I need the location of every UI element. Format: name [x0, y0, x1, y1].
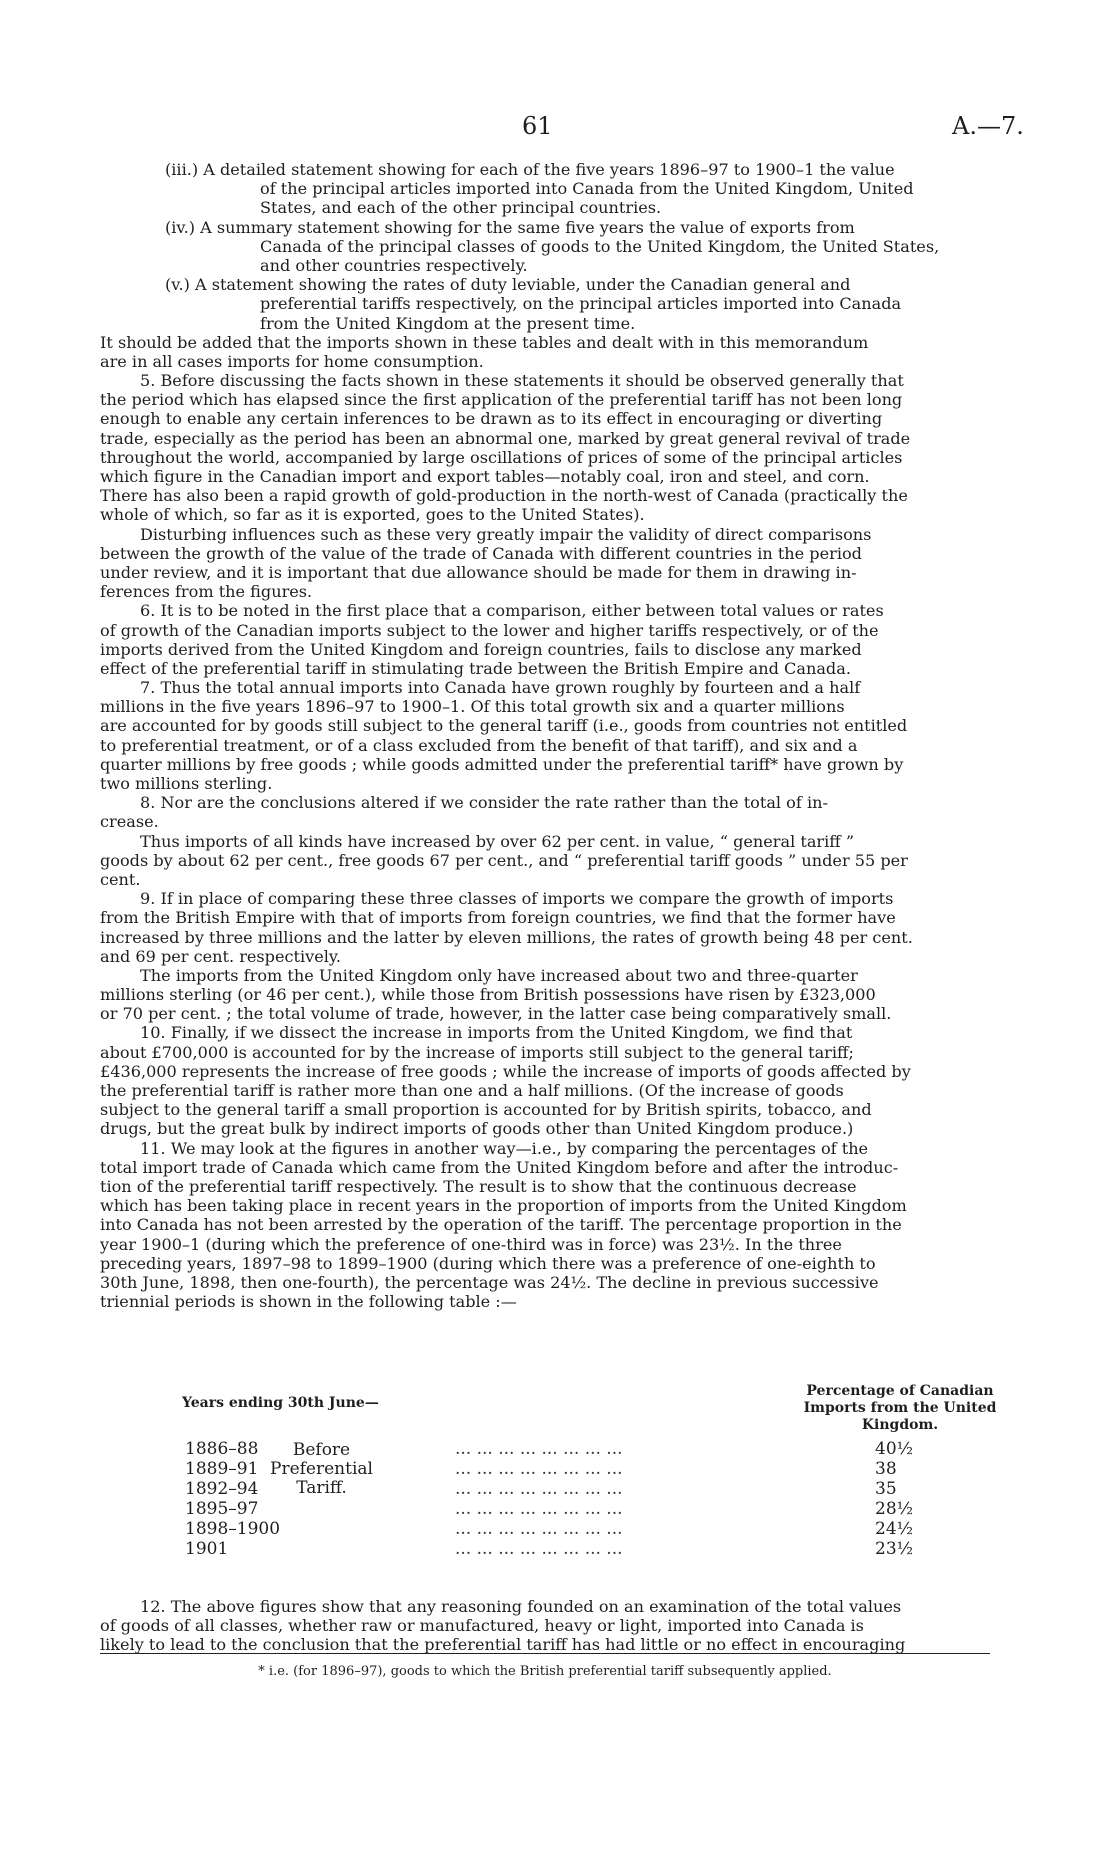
- dot-leader: ... ... ... ... ... ... ... ...: [455, 1439, 623, 1459]
- table-header-years: Years ending 30th June—: [182, 1395, 379, 1411]
- text-line: [100, 640, 990, 659]
- text-line-content: ferences from the figures.: [100, 582, 313, 602]
- text-line-content: 5. Before discussing the facts shown in these statements it should be observed generally that: [140, 371, 904, 391]
- text-line-content: (v.) A statement showing the rates of duty leviable, under the Canadian general and: [165, 275, 851, 295]
- text-line-content: tion of the preferential tariff respectively. The result is to show that the continuous decrease: [100, 1176, 857, 1196]
- text-line-content: 30th June, 1898, then one-fourth), the percentage was 24½. The decline in previous successive: [100, 1272, 879, 1292]
- table-cell-year: 1901: [185, 1539, 229, 1559]
- text-line-content: likely to lead to the conclusion that the preferential tariff has had little or no effect in encouraging: [100, 1635, 906, 1655]
- text-line-content: 7. Thus the total annual imports into Canada have grown roughly by fourteen and a half: [140, 678, 861, 698]
- text-line-content: and 69 per cent. respectively.: [100, 946, 341, 966]
- text-line: [100, 429, 990, 448]
- table-cell-percentage: 23½: [875, 1539, 914, 1559]
- text-line: [100, 1023, 990, 1042]
- text-line: [100, 563, 990, 582]
- dot-leader: ... ... ... ... ... ... ... ...: [455, 1539, 623, 1559]
- table-cell-year: 1889–91: [185, 1459, 259, 1479]
- brace-label-line: Preferential: [270, 1459, 373, 1479]
- table-cell-year: 1898–1900: [185, 1519, 281, 1539]
- text-line: [100, 985, 990, 1004]
- text-line: [100, 697, 990, 716]
- brace-label: [270, 1441, 373, 1498]
- text-line: [100, 371, 990, 390]
- text-line: [100, 1100, 990, 1119]
- text-line-content: of goods of all classes, whether raw or manufactured, heavy or light, imported into Canada is: [100, 1616, 864, 1636]
- table-header-percentage: Percentage of Canadian Imports from the United Kingdom.: [803, 1383, 997, 1433]
- text-line: [100, 716, 990, 735]
- table-row: [185, 1519, 995, 1539]
- text-line-content: from the British Empire with that of imports from foreign countries, we find that the former have: [100, 908, 896, 928]
- footnote: * i.e. (for 1896–97), goods to which the British preferential tariff subsequently applied.: [258, 1664, 832, 1679]
- text-line: [100, 1158, 990, 1177]
- text-line-content: 6. It is to be noted in the first place that a comparison, either between total values or rates: [140, 601, 884, 621]
- table-row: [185, 1539, 995, 1559]
- text-line: [100, 755, 990, 774]
- text-line-content: goods by about 62 per cent., free goods 67 per cent., and “ preferential tariff goods ” under 55 per: [100, 850, 908, 870]
- text-line: [100, 160, 990, 179]
- text-line: [100, 774, 990, 793]
- text-line-content: subject to the general tariff a small proportion is accounted for by British spirits, tobacco, and: [100, 1100, 872, 1120]
- text-line: [100, 467, 990, 486]
- text-line: [100, 582, 990, 601]
- text-line-content: 11. We may look at the figures in another way—i.e., by comparing the percentages of the: [140, 1138, 869, 1158]
- text-line-content: millions sterling (or 46 per cent.), while those from British possessions have risen by £323,000: [100, 985, 876, 1005]
- text-line-content: and other countries respectively.: [260, 255, 528, 275]
- text-line: [100, 505, 990, 524]
- table-cell-percentage: 40½: [875, 1439, 914, 1459]
- text-line-content: under review, and it is important that due allowance should be made for them in drawing in-: [100, 562, 857, 582]
- text-line-content: £436,000 represents the increase of free goods ; while the increase of imports of goods affected by: [100, 1061, 911, 1081]
- text-line-content: States, and each of the other principal countries.: [260, 198, 662, 218]
- text-line: [100, 1177, 990, 1196]
- text-line: [100, 659, 990, 678]
- text-line-content: 12. The above figures show that any reasoning founded on an examination of the total values: [140, 1597, 902, 1616]
- text-line-content: are in all cases imports for home consumption.: [100, 351, 484, 371]
- text-line-content: 8. Nor are the conclusions altered if we consider the rate rather than the total of in-: [140, 793, 828, 813]
- text-line: [100, 1235, 990, 1254]
- text-line-content: of the principal articles imported into Canada from the United Kingdom, United: [260, 179, 914, 199]
- text-line: [100, 1292, 990, 1311]
- text-line: [100, 832, 990, 851]
- text-line: [100, 1119, 990, 1138]
- text-line: [100, 928, 990, 947]
- text-line-content: which has been taking place in recent years in the proportion of imports from the United Kingdom: [100, 1196, 907, 1216]
- text-line: [100, 908, 990, 927]
- text-line: [100, 448, 990, 467]
- text-line: [100, 1254, 990, 1273]
- text-line: [100, 275, 990, 294]
- text-line: [100, 851, 990, 870]
- text-line-content: throughout the world, accompanied by large oscillations of prices of some of the principal articles: [100, 447, 903, 467]
- text-line-content: two millions sterling.: [100, 774, 273, 793]
- text-line-content: preferential tariffs respectively, on the principal articles imported into Canada: [260, 294, 902, 314]
- text-line: [100, 947, 990, 966]
- text-line-content: Disturbing influences such as these very greatly impair the validity of direct comparisons: [140, 524, 872, 544]
- text-line-content: to preferential treatment, or of a class excluded from the benefit of that tariff), and six and a: [100, 735, 858, 755]
- table-cell-year: 1886–88: [185, 1439, 259, 1459]
- table-cell-percentage: 38: [875, 1459, 897, 1479]
- text-line-content: into Canada has not been arrested by the operation of the tariff. The percentage proportion in the: [100, 1215, 902, 1235]
- text-line: [100, 1062, 990, 1081]
- text-line-content: about £700,000 is accounted for by the increase of imports still subject to the general tariff;: [100, 1042, 854, 1062]
- table-cell-year: 1895–97: [185, 1499, 259, 1519]
- text-line: [100, 409, 990, 428]
- text-line-content: or 70 per cent. ; the total volume of trade, however, in the latter case being comparatively small.: [100, 1004, 892, 1024]
- text-line: [100, 678, 990, 697]
- dot-leader: ... ... ... ... ... ... ... ...: [455, 1459, 623, 1479]
- text-line-content: trade, especially as the period has been an abnormal one, marked by great general revival of trade: [100, 428, 911, 448]
- text-line: [100, 1139, 990, 1158]
- text-line-content: (iv.) A summary statement showing for the same five years the value of exports from: [165, 217, 855, 237]
- footnote-rule: [100, 1653, 990, 1654]
- text-line-content: are accounted for by goods still subject to the general tariff (i.e., goods from countries not entitled: [100, 716, 908, 736]
- text-line: [100, 294, 990, 313]
- text-line-content: imports derived from the United Kingdom and foreign countries, fails to disclose any marked: [100, 639, 862, 659]
- text-line: [100, 256, 990, 275]
- table-cell-percentage: 28½: [875, 1499, 914, 1519]
- text-line-content: of growth of the Canadian imports subject to the lower and higher tariffs respectively, or of the: [100, 620, 879, 640]
- text-line: [100, 1081, 990, 1100]
- text-line-content: between the growth of the value of the trade of Canada with different countries in the period: [100, 543, 862, 563]
- text-line: [100, 486, 990, 505]
- text-line-content: total import trade of Canada which came from the United Kingdom before and after the introduc-: [100, 1157, 899, 1177]
- text-line: [100, 218, 990, 237]
- text-line-content: year 1900–1 (during which the preference of one-third was in force) was 23½. In the three: [100, 1234, 842, 1254]
- text-line-content: from the United Kingdom at the present time.: [260, 313, 636, 333]
- text-line: [100, 525, 990, 544]
- table-row: [185, 1499, 995, 1519]
- dot-leader: ... ... ... ... ... ... ... ...: [455, 1499, 623, 1519]
- text-line-content: enough to enable any certain inferences to be drawn as to its effect in encouraging or diverting: [100, 409, 883, 429]
- text-line-content: whole of which, so far as it is exported, goes to the United States).: [100, 505, 645, 525]
- text-line-content: increased by three millions and the latter by eleven millions, the rates of growth being 48 per cent.: [100, 927, 913, 947]
- text-line: [100, 601, 990, 620]
- body-text-continued: [100, 1597, 990, 1655]
- text-line-content: 9. If in place of comparing these three classes of imports we compare the growth of imports: [140, 889, 894, 909]
- text-line: [100, 179, 990, 198]
- text-line: [100, 333, 990, 352]
- text-line-content: cent.: [100, 869, 141, 889]
- brace-label-line: Before: [292, 1440, 351, 1460]
- text-line: [100, 314, 990, 333]
- text-line-content: the preferential tariff is rather more than one and a half millions. (Of the increase of goods: [100, 1081, 844, 1100]
- text-line: [100, 1215, 990, 1234]
- text-line-content: Thus imports of all kinds have increased by over 62 per cent. in value, “ general tariff ”: [140, 831, 855, 851]
- document-reference: A.—7.: [952, 112, 1024, 140]
- text-line: [100, 870, 990, 889]
- table-cell-percentage: 35: [875, 1479, 897, 1499]
- text-line-content: which figure in the Canadian import and export tables—notably coal, iron and steel, and corn.: [100, 467, 870, 486]
- text-line: [100, 793, 990, 812]
- text-line-content: drugs, but the great bulk by indirect imports of goods other than United Kingdom produce.): [100, 1119, 854, 1139]
- text-line-content: The imports from the United Kingdom only have increased about two and three-quarter: [140, 965, 858, 985]
- text-line-content: There has also been a rapid growth of gold-production in the north-west of Canada (practically the: [100, 486, 908, 506]
- text-line: [100, 1196, 990, 1215]
- text-line-content: Canada of the principal classes of goods to the United Kingdom, the United States,: [260, 236, 940, 256]
- body-text: [100, 160, 990, 1311]
- text-line-content: millions in the five years 1896–97 to 1900–1. Of this total growth six and a quarter millions: [100, 697, 845, 717]
- text-line: [100, 198, 990, 217]
- dot-leader: ... ... ... ... ... ... ... ...: [455, 1519, 623, 1539]
- text-line-content: the period which has elapsed since the first application of the preferential tariff has not been long: [100, 390, 903, 410]
- table-cell-percentage: 24½: [875, 1519, 914, 1539]
- table-cell-year: 1892–94: [185, 1479, 259, 1499]
- text-line: [100, 1616, 990, 1635]
- text-line: [100, 352, 990, 371]
- text-line: [100, 1273, 990, 1292]
- text-line-content: quarter millions by free goods ; while goods admitted under the preferential tariff* have grown by: [100, 754, 904, 774]
- text-line: [100, 812, 990, 831]
- text-line: [100, 1635, 990, 1654]
- text-line-content: preceding years, 1897–98 to 1899–1900 (during which there was a preference of one-eighth to: [100, 1253, 876, 1273]
- text-line: [100, 1597, 990, 1616]
- text-line: [100, 1043, 990, 1062]
- text-line-content: It should be added that the imports shown in these tables and dealt with in this memorandum: [100, 332, 869, 352]
- brace-label-line: Tariff.: [296, 1478, 347, 1498]
- text-line: [100, 1004, 990, 1023]
- text-line: [100, 544, 990, 563]
- text-line-content: crease.: [100, 812, 159, 832]
- text-line: [100, 237, 990, 256]
- text-line: [100, 621, 990, 640]
- text-line-content: effect of the preferential tariff in stimulating trade between the British Empire and Canada.: [100, 658, 851, 678]
- text-line-content: (iii.) A detailed statement showing for each of the five years 1896–97 to 1900–1 the value: [165, 160, 895, 179]
- page-number: 61: [522, 112, 553, 140]
- text-line: [100, 736, 990, 755]
- text-line: [100, 889, 990, 908]
- text-line: [100, 966, 990, 985]
- dot-leader: ... ... ... ... ... ... ... ...: [455, 1479, 623, 1499]
- text-line: [100, 390, 990, 409]
- text-line-content: triennial periods is shown in the following table :—: [100, 1292, 517, 1312]
- text-line-content: 10. Finally, if we dissect the increase in imports from the United Kingdom, we find that: [140, 1023, 853, 1043]
